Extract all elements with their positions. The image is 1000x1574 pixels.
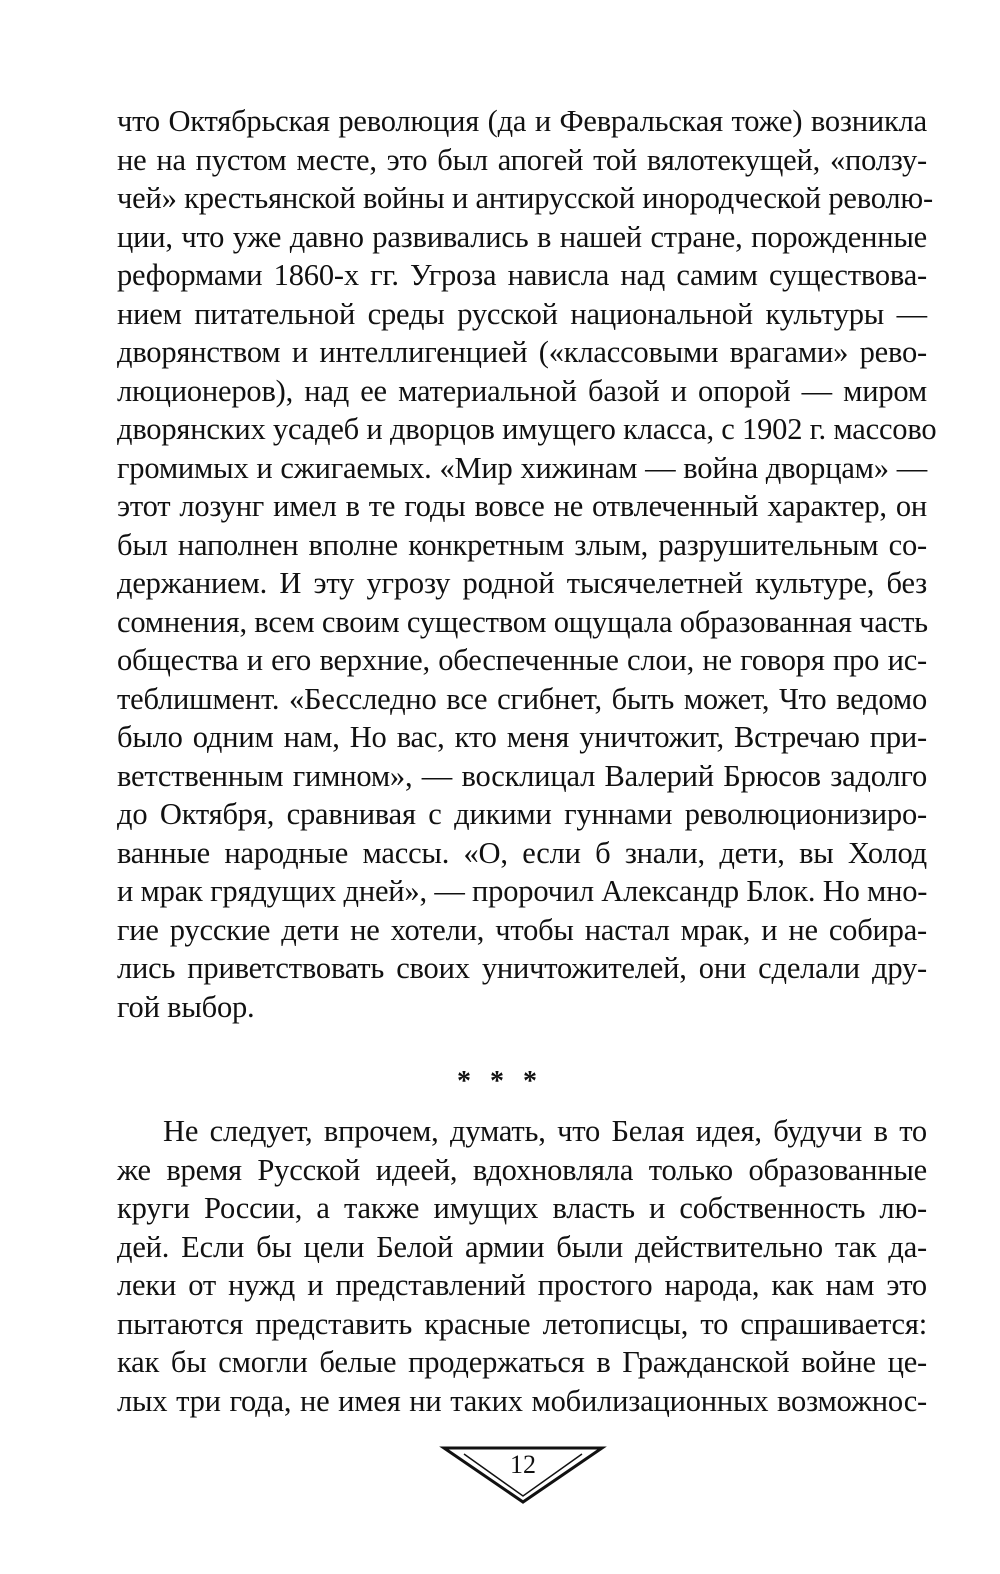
text-line: общества и его верхние, обеспеченные слои, не говоря про ис- [117,643,927,677]
text-line: ветственным гимном», — восклицал Валерий Брюсов задолго [117,759,927,793]
text-line: было одним нам, Но вас, кто меня уничтожит, Встречаю при- [117,720,927,754]
text-line: этот лозунг имел в те годы вовсе не отвлеченный характер, он [117,489,927,523]
text-line: ванные народные массы. «О, если б знали, дети, вы Холод [117,836,927,870]
text-line: нием питательной среды русской национальной культуры — [117,297,927,331]
section-separator: * * * [457,1066,543,1097]
text-line: ции, что уже давно развивались в нашей стране, порожденные [117,220,927,254]
text-line: гой выбор. [117,990,255,1024]
text-line: пытаются представить красные летописцы, то спрашивается: [117,1307,927,1341]
text-line: громимых и сжигаемых. «Мир хижинам — война дворцам» — [117,451,927,485]
text-line: сомнения, всем своим существом ощущала образованная часть [117,605,928,639]
text-line: до Октября, сравнивая с дикими гуннами революционизиро- [117,797,927,831]
text-line: что Октябрьская революция (да и Февральская тоже) возникла [117,104,927,138]
text-line: леки от нужд и представлений простого народа, как нам это [117,1268,927,1302]
text-line: как бы смогли белые продержаться в Гражданской войне це- [117,1345,927,1379]
text-line: лись приветствовать своих уничтожителей, они сделали дру- [117,951,927,985]
text-line: дей. Если бы цели Белой армии были действительно так да- [117,1230,927,1264]
page-number-ornament [438,1440,608,1510]
text-line: реформами 1860-х гг. Угроза нависла над самим существова- [117,258,927,292]
text-line: держанием. И эту угрозу родной тысячелетней культуре, без [117,566,927,600]
text-line: круги России, а также имущих власть и собственность лю- [117,1191,927,1225]
text-line: и мрак грядущих дней», — пророчил Александр Блок. Но мно- [117,874,928,908]
text-line: Не следует, впрочем, думать, что Белая идея, будучи в то [163,1114,927,1148]
text-line: дворянских усадеб и дворцов имущего класса, с 1902 г. массово [117,412,937,446]
page-number: 12 [510,1450,536,1479]
text-line: люционеров), над ее материальной базой и опорой — миром [117,374,927,408]
text-line: дворянством и интеллигенцией («классовыми врагами» рево- [117,335,927,369]
text-line: был наполнен вполне конкретным злым, разрушительным со- [117,528,927,562]
text-line: же время Русской идеей, вдохновляла только образованные [117,1153,927,1187]
text-line: гие русские дети не хотели, чтобы настал мрак, и не собира- [117,913,927,947]
text-line: чей» крестьянской войны и антирусской инородческой револю- [117,181,933,215]
text-line: теблишмент. «Бесследно все сгибнет, быть может, Что ведомо [117,682,927,716]
text-line: не на пустом месте, это был апогей той вялотекущей, «ползу- [117,143,927,177]
text-line: лых три года, не имея ни таких мобилизационных возможнос- [117,1384,927,1418]
